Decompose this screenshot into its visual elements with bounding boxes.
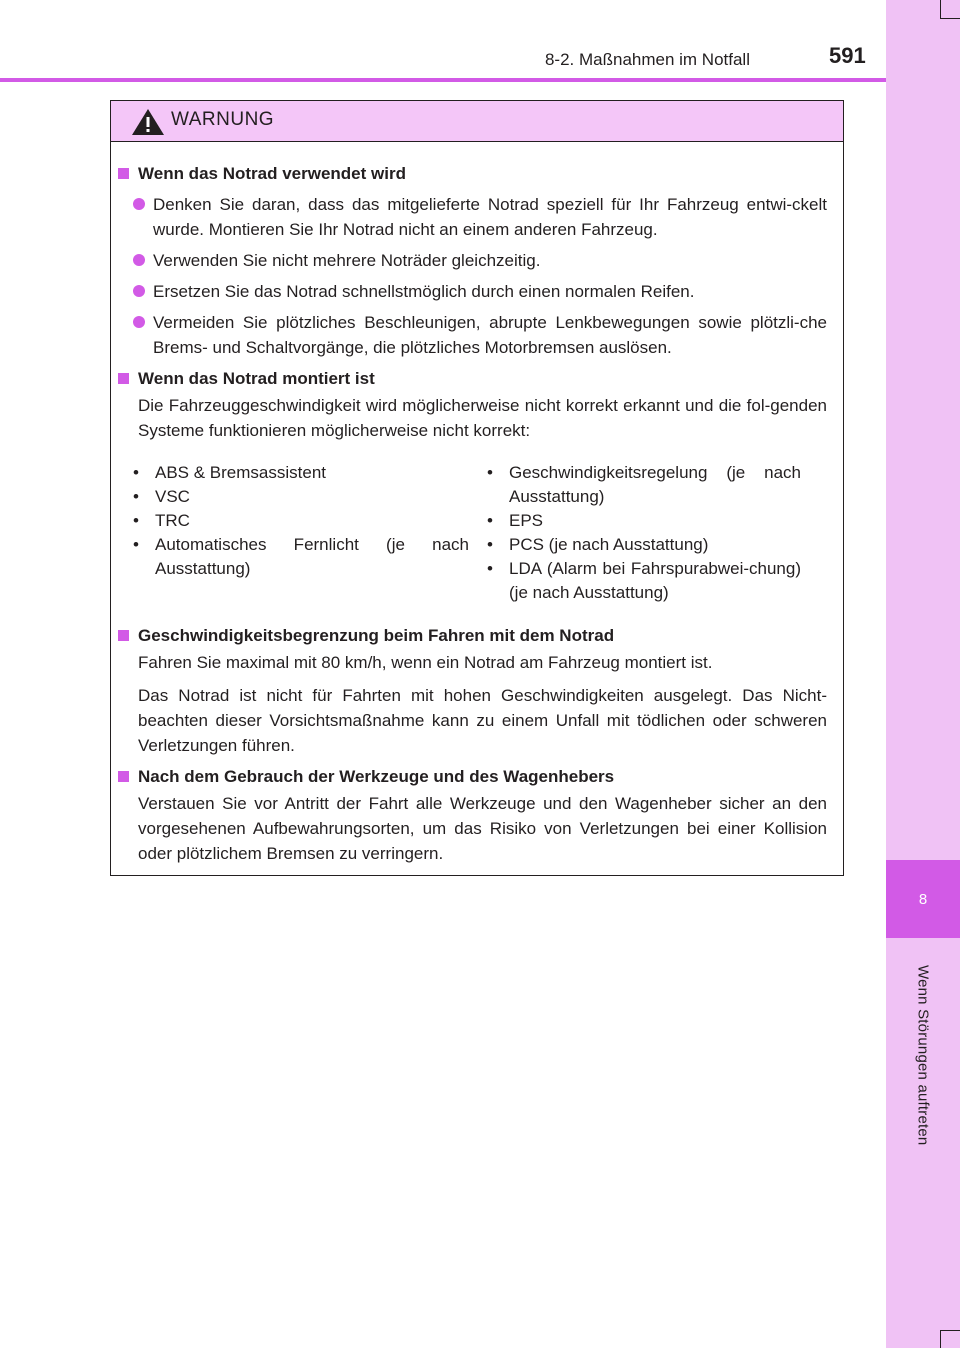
list-item: • TRC	[133, 511, 190, 530]
crop-mark	[940, 0, 941, 18]
list-item: • Geschwindigkeitsregelung (je nach Ausstattung)	[487, 463, 801, 506]
header-rule	[0, 78, 886, 82]
list-item: • LDA (Alarm bei Fahrspurabwei-chung) (je nach Ausstattung)	[487, 559, 801, 602]
list-item: • EPS	[487, 511, 544, 530]
crop-mark	[940, 1330, 941, 1348]
warning-title: WARNUNG	[171, 109, 275, 130]
paragraph: Die Fahrzeuggeschwindigkeit wird möglicherweise nicht korrekt erkannt und die fol-genden Systeme funktionieren möglicherweise nicht korrekt:	[138, 396, 827, 440]
square-bullet-icon	[118, 373, 129, 384]
section-heading: Wenn das Notrad montiert ist	[117, 366, 827, 391]
bullet-item: Verwenden Sie nicht mehrere Noträder gleichzeitig.	[133, 248, 827, 273]
square-bullet-icon	[118, 630, 129, 641]
chapter-number-tab	[886, 860, 960, 938]
square-bullet-icon	[118, 771, 129, 782]
systems-list	[131, 461, 827, 605]
list-item: • VSC	[133, 487, 190, 506]
circle-bullet-icon	[133, 316, 145, 328]
circle-bullet-icon	[133, 254, 145, 266]
warning-triangle-icon	[131, 108, 165, 136]
warning-box	[110, 100, 844, 876]
chapter-title-tab	[886, 940, 960, 1170]
paragraph: Verstauen Sie vor Antritt der Fahrt alle Werkzeuge und den Wagenheber sicher an den vorgesehenen Aufbewahrungsorten, um das Risiko von Verletzungen bei einer Kollision oder plötzlichem Bremsen zu verringern.	[138, 794, 827, 863]
circle-bullet-icon	[133, 198, 145, 210]
section-title: 8-2. Maßnahmen im Notfall	[544, 50, 750, 69]
warning-header	[111, 101, 843, 142]
list-item: • PCS (je nach Ausstattung)	[487, 535, 709, 554]
chapter-title: Wenn Störungen auftreten	[914, 964, 932, 1146]
list-item: • ABS & Bremsassistent	[133, 463, 327, 482]
bullet-item: Ersetzen Sie das Notrad schnellstmöglich durch einen normalen Reifen.	[133, 279, 827, 304]
page-number: 591	[829, 43, 866, 68]
bullet-item: Denken Sie daran, dass das mitgelieferte Notrad speziell für Ihr Fahrzeug entwi-ckelt wurde. Montieren Sie Ihr Notrad nicht an einem anderen Fahrzeug.	[133, 192, 827, 242]
crop-mark	[940, 1330, 960, 1331]
section-heading: Wenn das Notrad verwendet wird	[117, 161, 827, 186]
bullet-item: Vermeiden Sie plötzliches Beschleunigen, abrupte Lenkbewegungen sowie plötzli-che Brems- und Schaltvorgänge, die plötzliches Motorbremsen auslösen.	[133, 310, 827, 360]
systems-list-right	[485, 461, 801, 605]
square-bullet-icon	[118, 168, 129, 179]
section-heading: Geschwindigkeitsbegrenzung beim Fahren mit dem Notrad	[117, 623, 827, 648]
list-item: • Automatisches Fernlicht (je nach Ausstattung)	[133, 535, 469, 578]
chapter-number: 8	[918, 890, 928, 908]
circle-bullet-icon	[133, 285, 145, 297]
crop-mark	[940, 18, 960, 19]
paragraph: Das Notrad ist nicht für Fahrten mit hohen Geschwindigkeiten ausgelegt. Das Nicht-beachten dieser Vorsichtsmaßnahme kann zu einem Unfall mit tödlichen oder schweren Verletzungen führen.	[138, 686, 827, 755]
paragraph: Fahren Sie maximal mit 80 km/h, wenn ein Notrad am Fahrzeug montiert ist.	[138, 653, 713, 672]
section-heading: Nach dem Gebrauch der Werkzeuge und des Wagenhebers	[117, 764, 827, 789]
warning-body	[111, 142, 843, 866]
systems-list-left	[131, 461, 469, 605]
